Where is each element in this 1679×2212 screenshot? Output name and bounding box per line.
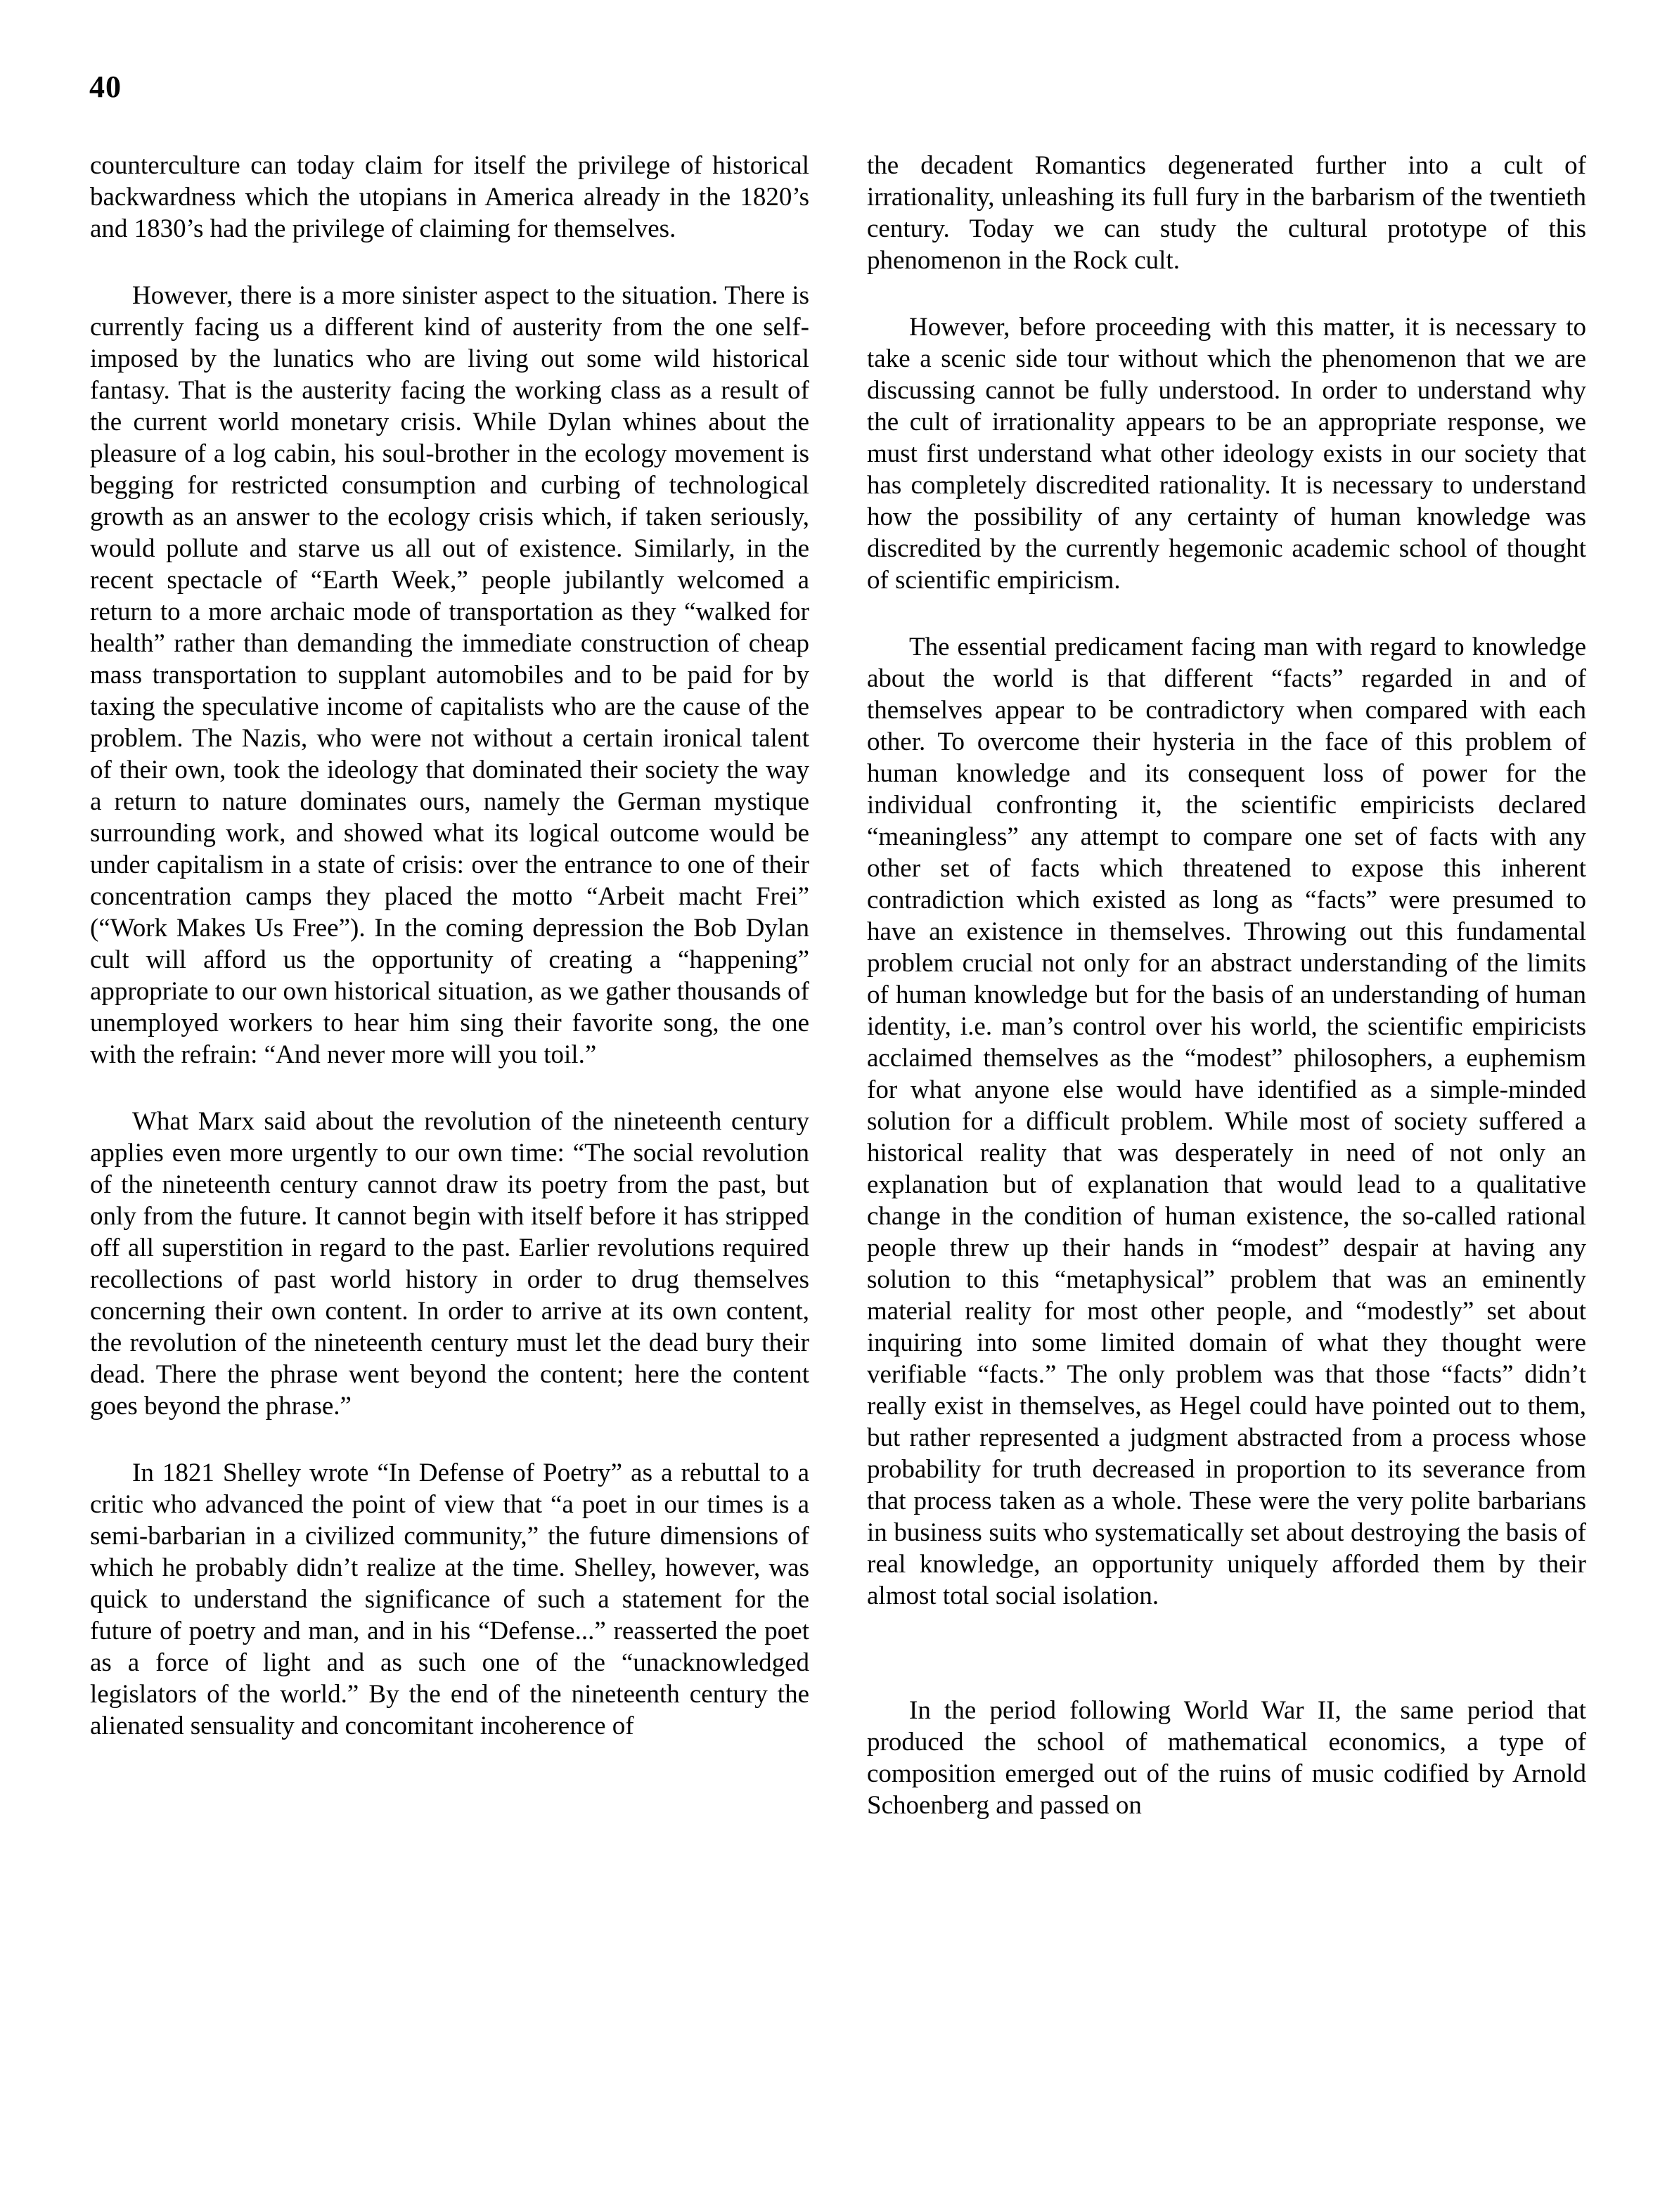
- paragraph: What Marx said about the revolution of the nineteenth century applies even more urgently to our own time: “The social revolution of the nineteenth century cannot draw its poetry from the past, but only from the future. It cannot begin with itself before it has stripped off all superstition in regard to the past. Earlier revolutions required recollections of past world history in order to drug themselves concerning their own content. In order to arrive at its own content, the revolution of the nineteenth century must let the dead bury their dead. There the phrase went beyond the content; here the content goes beyond the phrase.”: [90, 1107, 809, 1421]
- page-number: 40: [89, 70, 122, 104]
- paragraph: the decadent Romantics degenerated further into a cult of irrationality, unleashing its full fury in the barbarism of the twentieth century. Today we can study the cultural prototype of this phenomenon in the Rock cult.: [867, 151, 1586, 275]
- paragraph: counterculture can today claim for itself the privilege of historical backwardness which the utopians in America already in the 1820’s and 1830’s had the privilege of claiming for themselves.: [90, 151, 809, 243]
- paragraph: However, before proceeding with this matter, it is necessary to take a scenic side tour without which the phenomenon that we are discussing cannot be fully understood. In order to understand why the cult of irrationality appears to be an appropriate response, we must first understand what other ideology exists in our society that has completely discredited rationality. It is necessary to understand how the possibility of any certainty of human knowledge was discredited by the currently hegemonic academic school of thought of scientific empiricism.: [867, 313, 1586, 595]
- paragraph: However, there is a more sinister aspect to the situation. There is currently facing us a different kind of austerity from the one self-imposed by the lunatics who are living out some wild historical fantasy. That is the austerity facing the working class as a result of the current world monetary crisis. While Dylan whines about the pleasure of a log cabin, his soul-brother in the ecology movement is begging for restricted consumption and curbing of technological growth as an answer to the ecology crisis which, if taken seriously, would pollute and starve us all out of existence. Similarly, in the recent spectacle of “Earth Week,” people jubilantly welcomed a return to a more archaic mode of transportation as they “walked for health” rather than demanding the immediate construction of cheap mass transportation to supplant automobiles and to be paid for by taxing the speculative income of capitalists who are the cause of the problem. The Nazis, who were not without a certain ironical talent of their own, took the ideology that dominated their society the way a return to nature dominates ours, namely the German mystique surrounding work, and showed what its logical outcome would be under capitalism in a state of crisis: over the entrance to one of their concentration camps they placed the motto “Arbeit macht Frei” (“Work Makes Us Free”). In the coming depression the Bob Dylan cult will afford us the opportunity of creating a “happening” appropriate to our own historical situation, as we gather thousands of unemployed workers to hear him sing their favorite song, the one with the refrain: “And never more will you toil.”: [90, 281, 809, 1069]
- left-column: [90, 150, 809, 1742]
- right-column: [867, 150, 1586, 1821]
- paragraph: In the period following World War II, the same period that produced the school of mathematical economics, a type of composition emerged out of the ruins of music codified by Arnold Schoenberg and passed on: [867, 1696, 1586, 1820]
- paragraph: The essential predicament facing man with regard to knowledge about the world is that different “facts” regarded in and of themselves appear to be contradictory when compared with each other. To overcome their hysteria in the face of this problem of human knowledge and its consequent loss of power for the individual confronting it, the scientific empiricists declared “meaningless” any attempt to compare one set of facts with any other set of facts which threatened to expose this inherent contradiction which existed as long as “facts” were presumed to have an existence in themselves. Throwing out this fundamental problem crucial not only for an abstract understanding of the limits of human knowledge but for the basis of an understanding of human identity, i.e. man’s control over his world, the scientific empiricists acclaimed themselves as the “modest” philosophers, a euphemism for what anyone else would have identified as a simple-minded solution for a difficult problem. While most of society suffered a historical reality that was desperately in need of not only an explanation but of explanation that would lead to a qualitative change in the condition of human existence, the so-called rational people threw up their hands in “modest” despair at having any solution to this “metaphysical” problem that was an eminently material reality for most other people, and “modestly” set about inquiring into some limited domain of what they thought were verifiable “facts.” The only problem was that those “facts” didn’t really exist in themselves, as Hegel could have pointed out to them, but rather represented a judgment abstracted from a process whose probability for truth decreased in proportion to its severance from that process taken as a whole. These were the very polite barbarians in business suits who systematically set about destroying the basis of real knowledge, an opportunity uniquely afforded them by their almost total social isolation.: [867, 633, 1586, 1610]
- paragraph: In 1821 Shelley wrote “In Defense of Poetry” as a rebuttal to a critic who advanced the point of view that “a poet in our times is a semi-barbarian in a civilized community,” the future dimensions of which he probably didn’t realize at the time. Shelley, however, was quick to understand the significance of such a statement for the future of poetry and man, and in his “Defense...” reasserted the poet as a force of light and as such one of the “unacknowledged legislators of the world.” By the end of the nineteenth century the alienated sensuality and concomitant incoherence of: [90, 1459, 809, 1740]
